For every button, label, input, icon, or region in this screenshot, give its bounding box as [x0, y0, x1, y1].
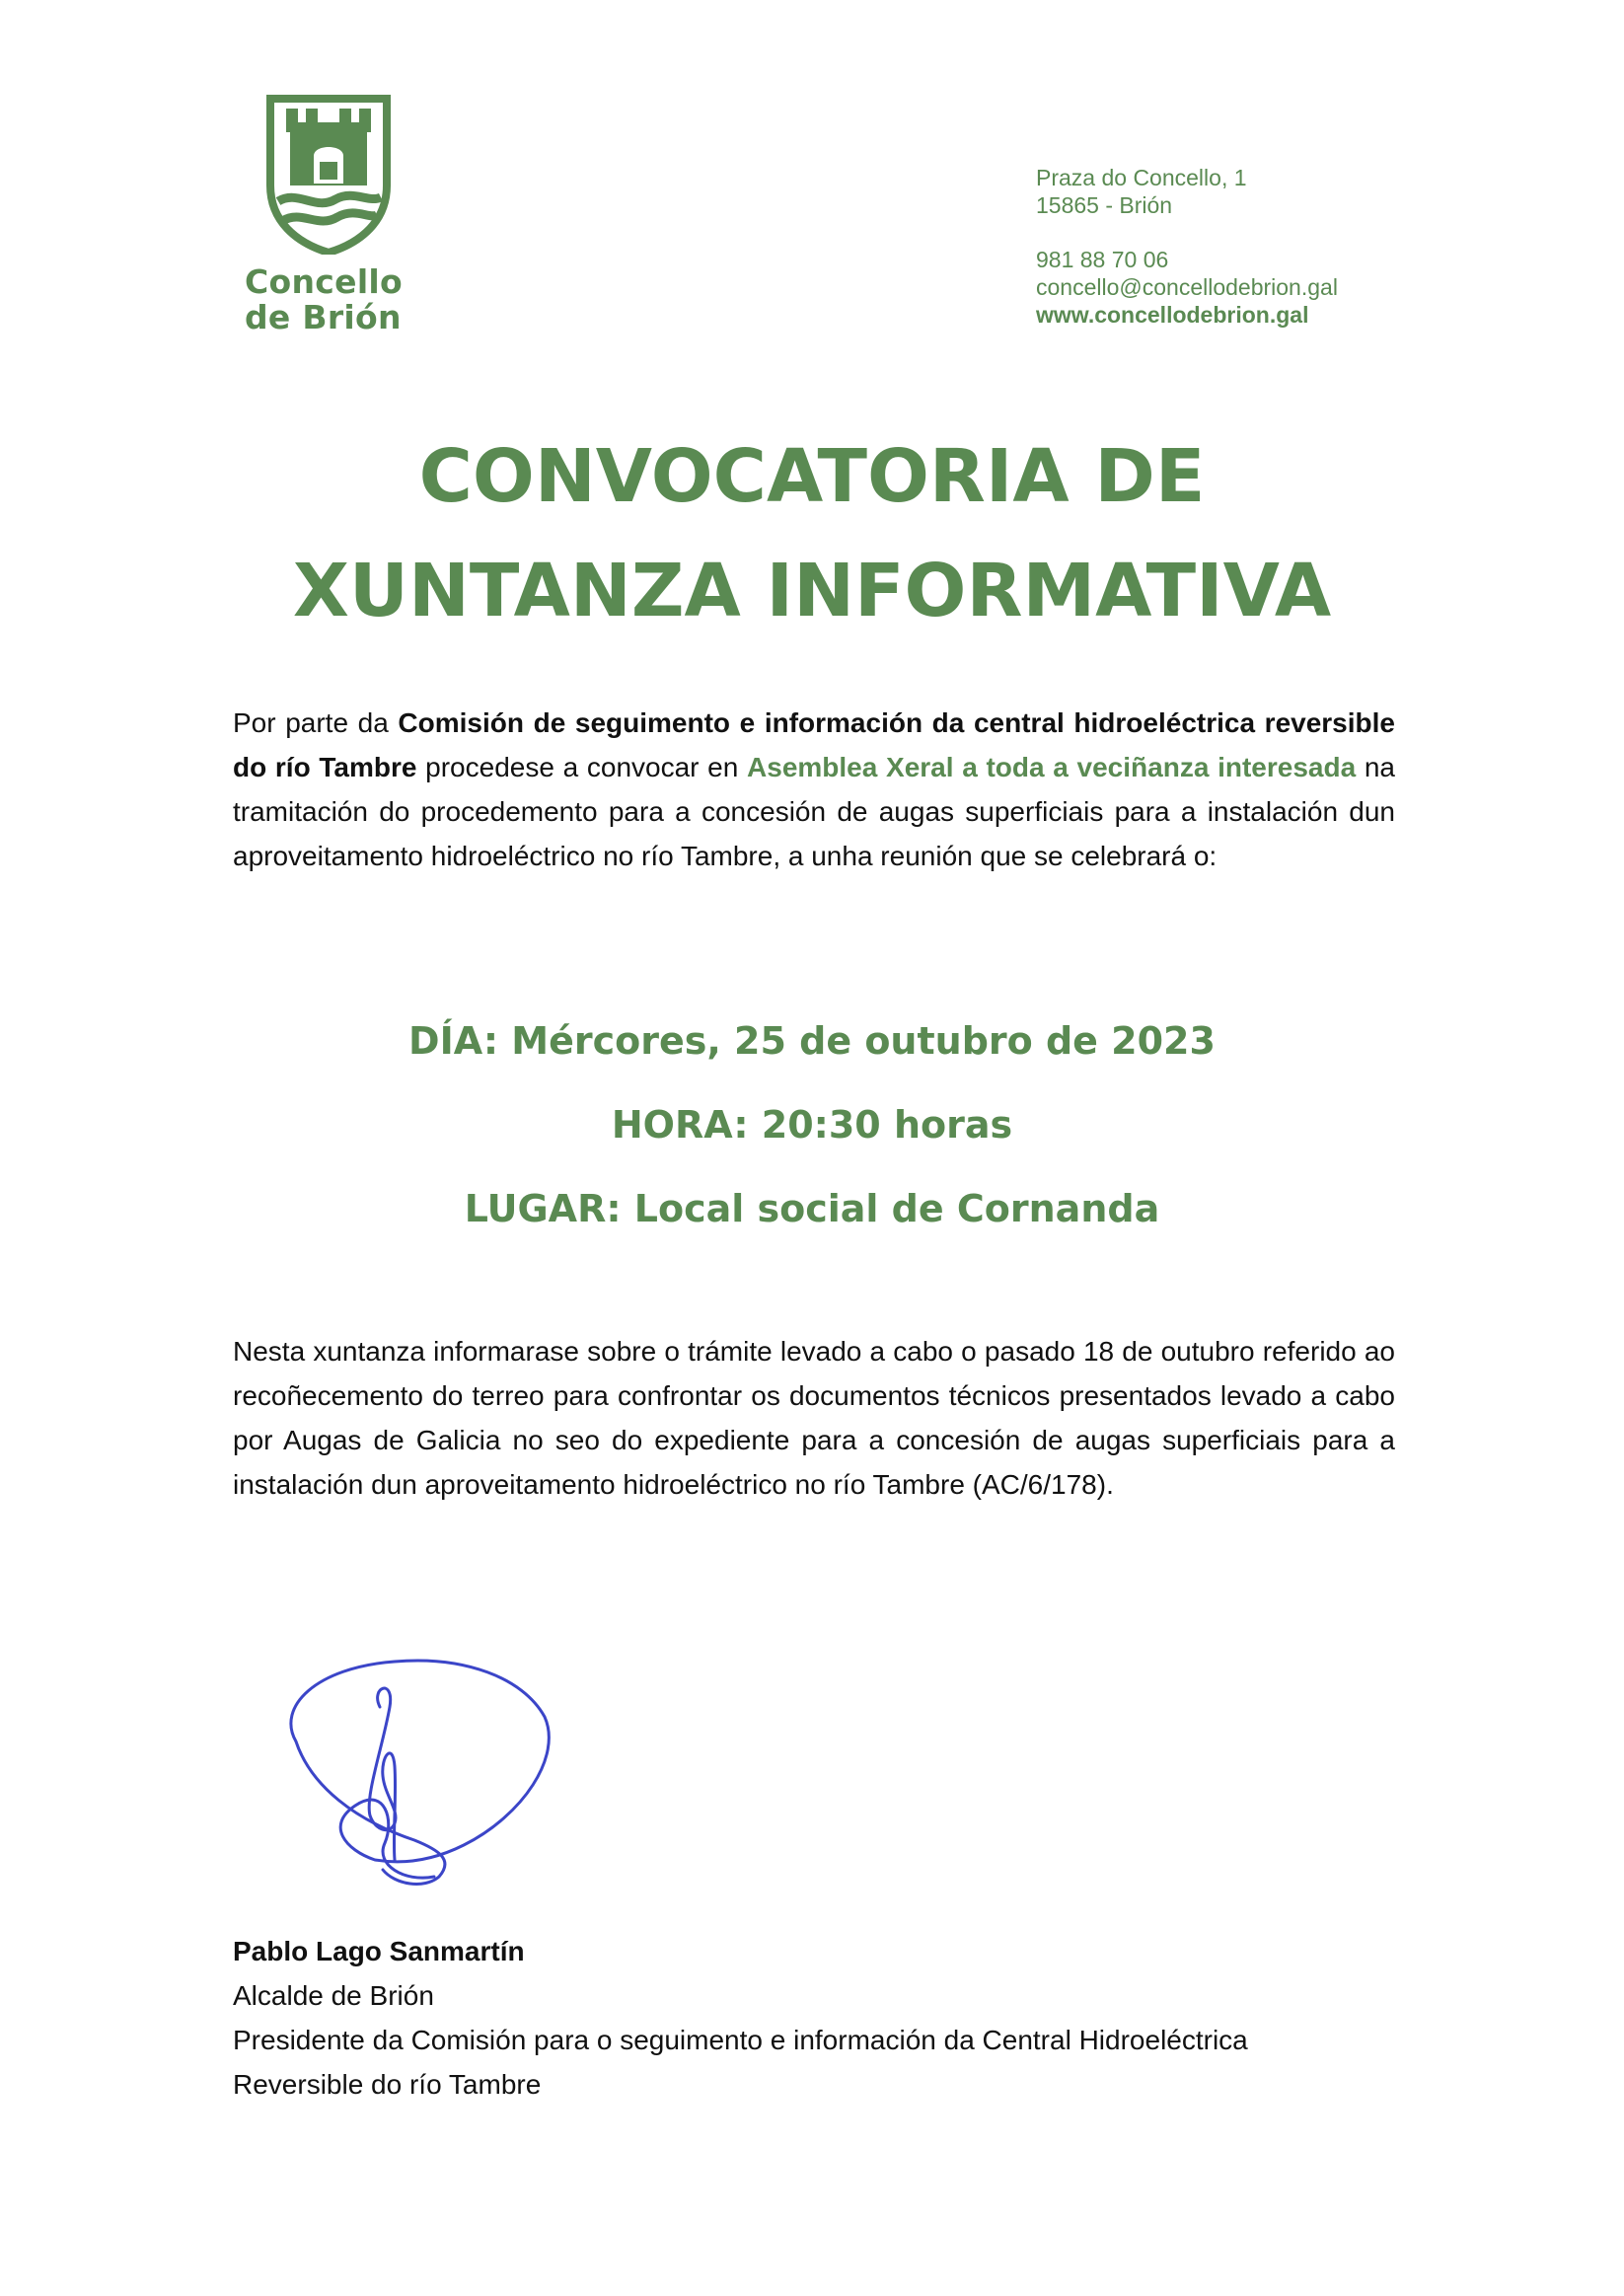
document-title	[0, 419, 1624, 648]
address-line2: 15865 - Brión	[1036, 192, 1173, 218]
intro-paragraph	[233, 701, 1395, 878]
signer-role1: Alcalde de Brión	[233, 1980, 434, 2011]
signer-role2: Presidente da Comisión para o seguimento e información da Central Hidroeléctrica	[233, 2025, 1248, 2055]
commission-name: Comisión de seguimento e información da central hidroeléctrica reversible do río Tambre	[233, 707, 1395, 782]
signer-role3: Reversible do río Tambre	[233, 2069, 542, 2100]
signer-name: Pablo Lago Sanmartín	[233, 1936, 525, 1966]
body-paragraph: Nesta xuntanza informarase sobre o trámite levado a cabo o pasado 18 de outubro referido ao recoñecemento do terreo para confrontar os documentos técnicos presentados levado a cabo por Augas de Galicia no seo do expediente para a concesión de augas superficiais para a instalación dun aproveitamento hidroeléctrico no río Tambre (AC/6/178).	[233, 1336, 1395, 1500]
title-line2: XUNTANZA INFORMATIVA	[292, 549, 1332, 633]
email-link[interactable]: concello@concellodebrion.gal	[1036, 274, 1338, 300]
coat-of-arms-icon	[266, 95, 391, 255]
meeting-place: LUGAR: Local social de Cornanda	[464, 1187, 1160, 1230]
assembly-highlight: Asemblea Xeral a toda a veciñanza interesada	[747, 752, 1357, 782]
meeting-day: DÍA: Mércores, 25 de outubro de 2023	[408, 1019, 1216, 1063]
intro-text-part1: Por parte da	[233, 707, 399, 738]
phone-number: 981 88 70 06	[1036, 247, 1169, 272]
meeting-time: HORA: 20:30 horas	[611, 1103, 1013, 1147]
intro-text-part3: na tramitación do procedemento para a concesión de augas superficiais para a instalación dun aproveitamento hidroeléctrico no río Tambre, a unha reunión que se celebrará o:	[233, 752, 1395, 871]
address-line1: Praza do Concello, 1	[1036, 165, 1247, 190]
logo-text-line1: Concello	[245, 262, 404, 301]
logo-text-line2: de Brión	[245, 298, 402, 336]
intro-text-part2: procedese a convocar en	[416, 752, 748, 782]
contact-block	[1036, 164, 1338, 329]
concello-logo	[245, 95, 422, 335]
website-link[interactable]: www.concellodebrion.gal	[1036, 302, 1309, 328]
signer-block	[233, 1929, 1248, 2107]
handwritten-signature	[266, 1648, 562, 1909]
title-line1: CONVOCATORIA DE	[418, 434, 1206, 519]
